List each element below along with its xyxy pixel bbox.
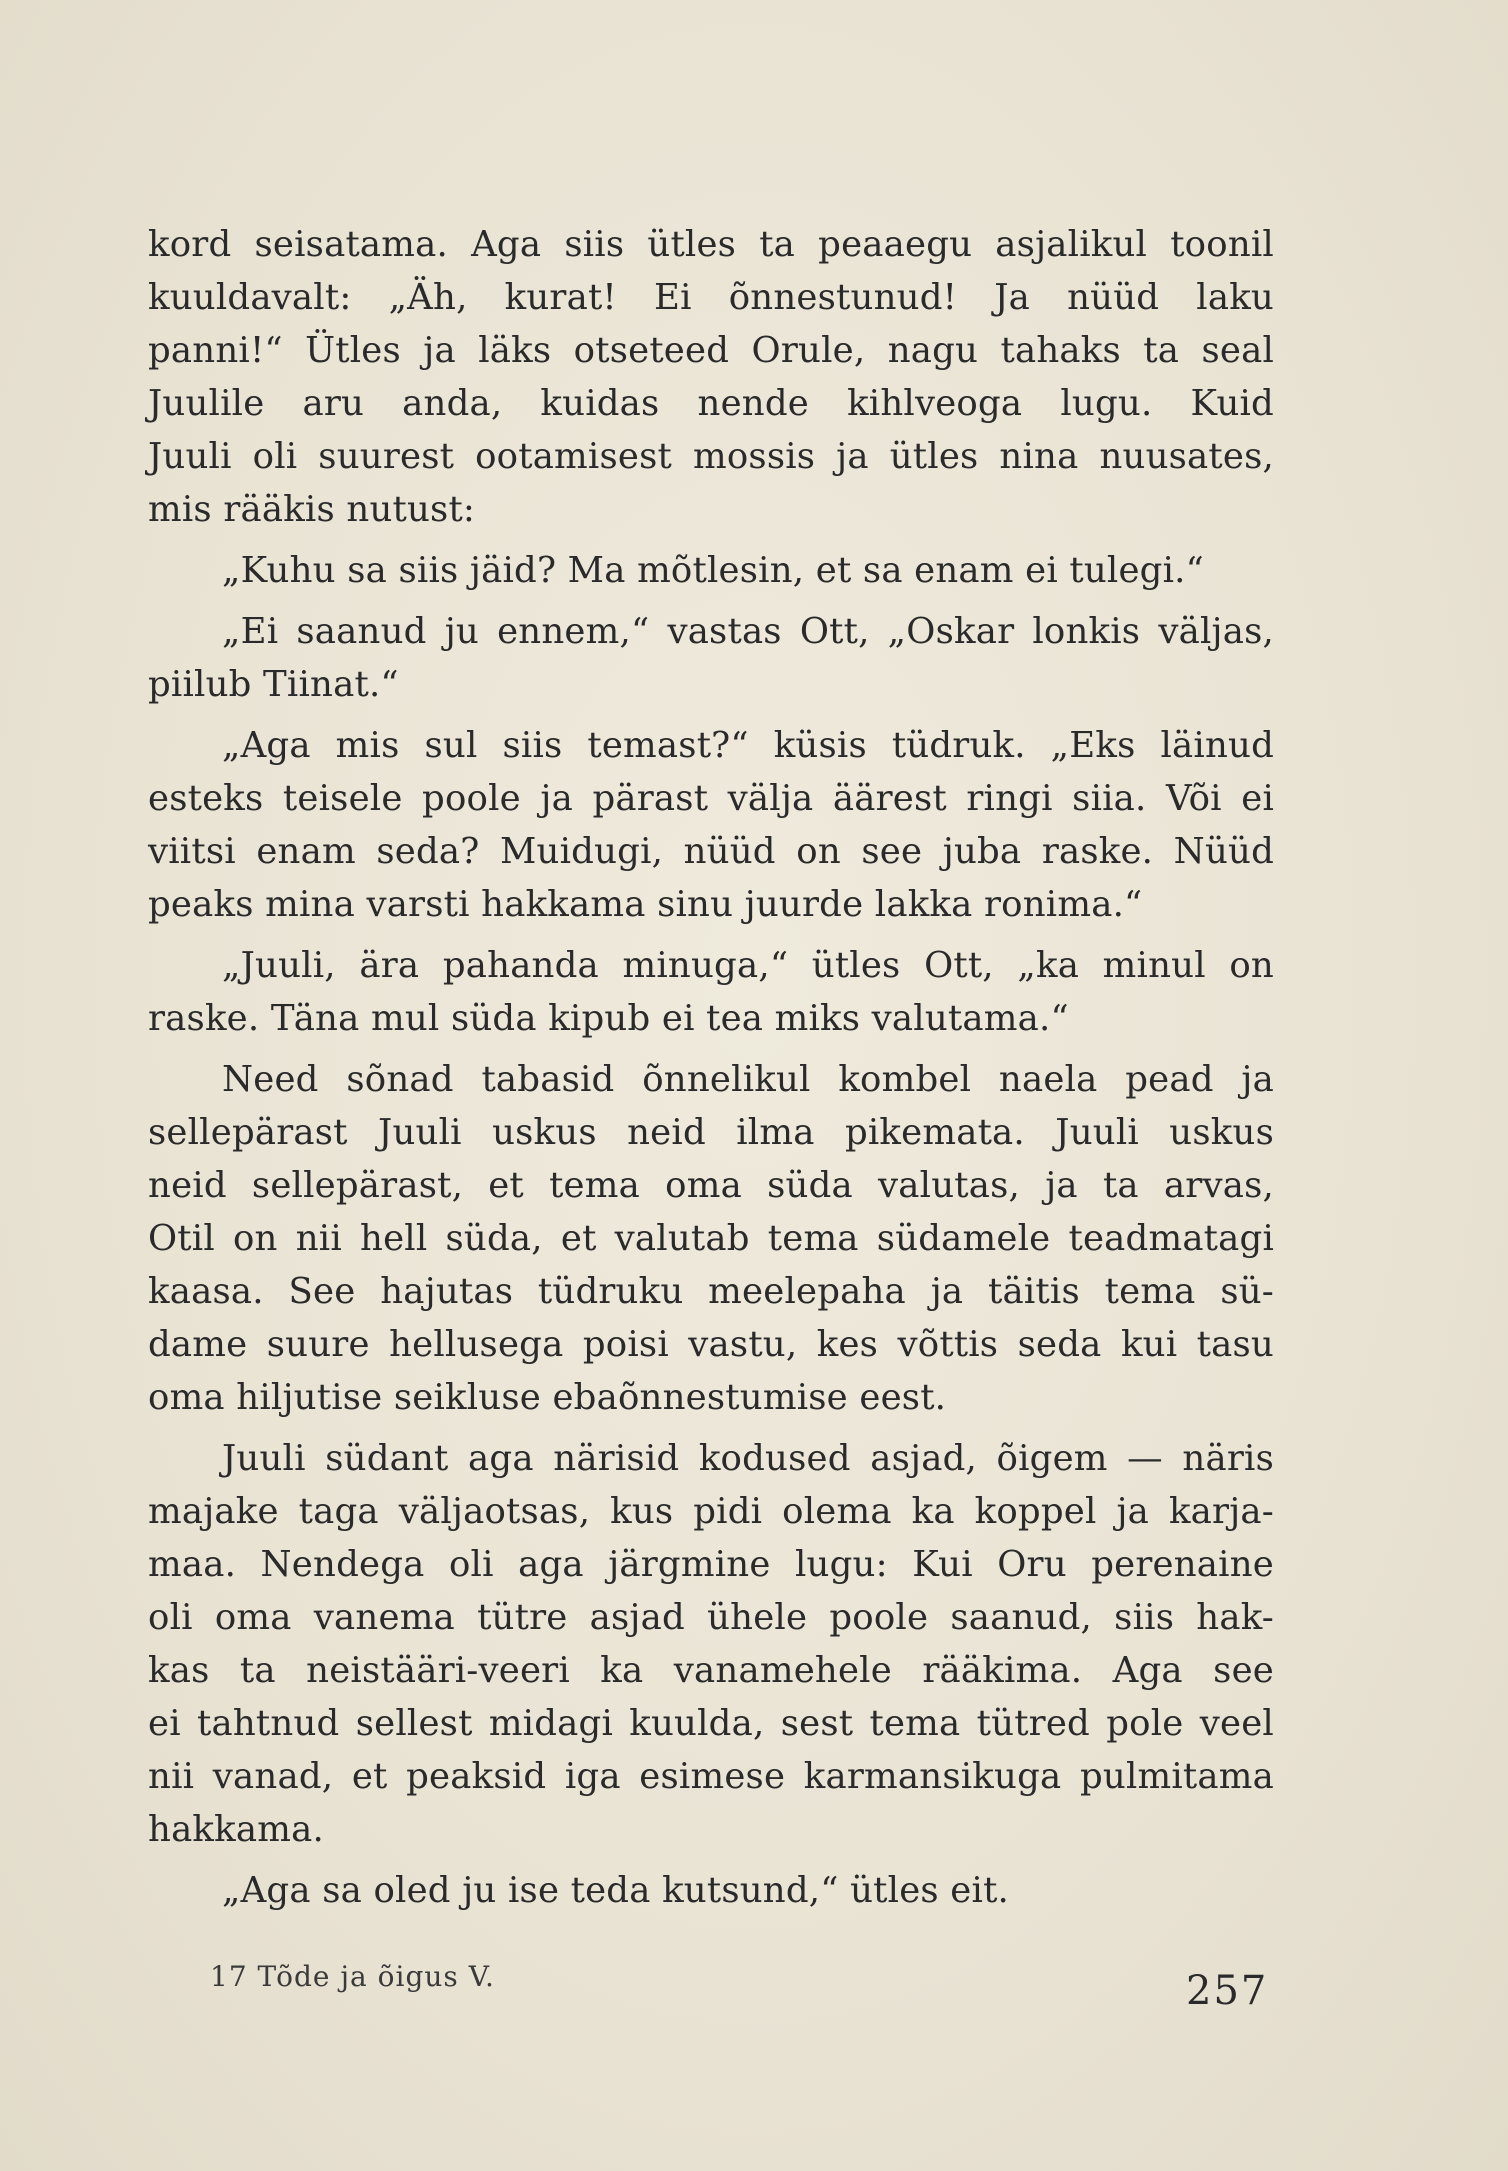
text-line: Juuli oli suurest ootamisest mossis ja ütles nina nuusates,	[148, 436, 1274, 477]
text-line: esteks teisele poole ja pärast välja äärest ringi siia. Või ei	[148, 778, 1274, 819]
text-line: oli oma vanema tütre asjad ühele poole saanud, siis hak-	[148, 1597, 1274, 1638]
body-text	[148, 218, 1274, 1917]
text-line: hakkama.	[148, 1809, 324, 1850]
page-number: 257	[1186, 1968, 1269, 2014]
text-line: „Aga sa oled ju ise teda kutsund,“ ütles eit.	[222, 1870, 1010, 1911]
text-line: maa. Nendega oli aga järgmine lugu: Kui Oru perenaine	[148, 1544, 1274, 1585]
text-line: peaks mina varsti hakkama sinu juurde lakka ronima.“	[148, 884, 1143, 925]
text-line: panni!“ Ütles ja läks otseteed Orule, nagu tahaks ta seal	[148, 330, 1274, 371]
text-line: raske. Täna mul süda kipub ei tea miks valutama.“	[148, 998, 1069, 1039]
text-line: kuuldavalt: „Äh, kurat! Ei õnnestunud! Ja nüüd laku	[148, 277, 1274, 318]
text-line: nii vanad, et peaksid iga esimese karmansikuga pulmitama	[148, 1756, 1274, 1797]
text-line: sellepärast Juuli uskus neid ilma pikemata. Juuli uskus	[148, 1112, 1274, 1153]
text-line: oma hiljutise seikluse ebaõnnestumise eest.	[148, 1377, 947, 1418]
text-line: ei tahtnud sellest midagi kuulda, sest tema tütred pole veel	[148, 1703, 1274, 1744]
text-line: mis rääkis nutust:	[148, 489, 476, 530]
text-line: piilub Tiinat.“	[148, 664, 399, 705]
text-line: kaasa. See hajutas tüdruku meelepaha ja täitis tema sü-	[148, 1271, 1274, 1312]
signature-mark: 17 Tõde ja õigus V.	[210, 1960, 495, 1993]
text-line: Juuli südant aga närisid kodused asjad, õigem — näris	[222, 1438, 1274, 1479]
text-line: neid sellepärast, et tema oma süda valutas, ja ta arvas,	[148, 1165, 1274, 1206]
text-line: Need sõnad tabasid õnnelikul kombel naela pead ja	[222, 1059, 1274, 1100]
text-line: viitsi enam seda? Muidugi, nüüd on see juba raske. Nüüd	[148, 831, 1274, 872]
text-line: dame suure hellusega poisi vastu, kes võttis seda kui tasu	[148, 1324, 1274, 1365]
text-line: majake taga väljaotsas, kus pidi olema ka koppel ja karja-	[148, 1491, 1274, 1532]
text-line: „Aga mis sul siis temast?“ küsis tüdruk. „Eks läinud	[222, 725, 1274, 766]
text-line: „Juuli, ära pahanda minuga,“ ütles Ott, „ka minul on	[222, 945, 1274, 986]
text-line: kord seisatama. Aga siis ütles ta peaaegu asjalikul toonil	[148, 224, 1274, 265]
text-line: „Kuhu sa siis jäid? Ma mõtlesin, et sa enam ei tulegi.“	[222, 550, 1204, 591]
text-line: kas ta neistääri-veeri ka vanamehele rääkima. Aga see	[148, 1650, 1274, 1691]
text-line: Otil on nii hell süda, et valutab tema südamele teadmatagi	[148, 1218, 1274, 1259]
text-line: Juulile aru anda, kuidas nende kihlveoga lugu. Kuid	[148, 383, 1274, 424]
text-line: „Ei saanud ju ennem,“ vastas Ott, „Oskar lonkis väljas,	[222, 611, 1274, 652]
